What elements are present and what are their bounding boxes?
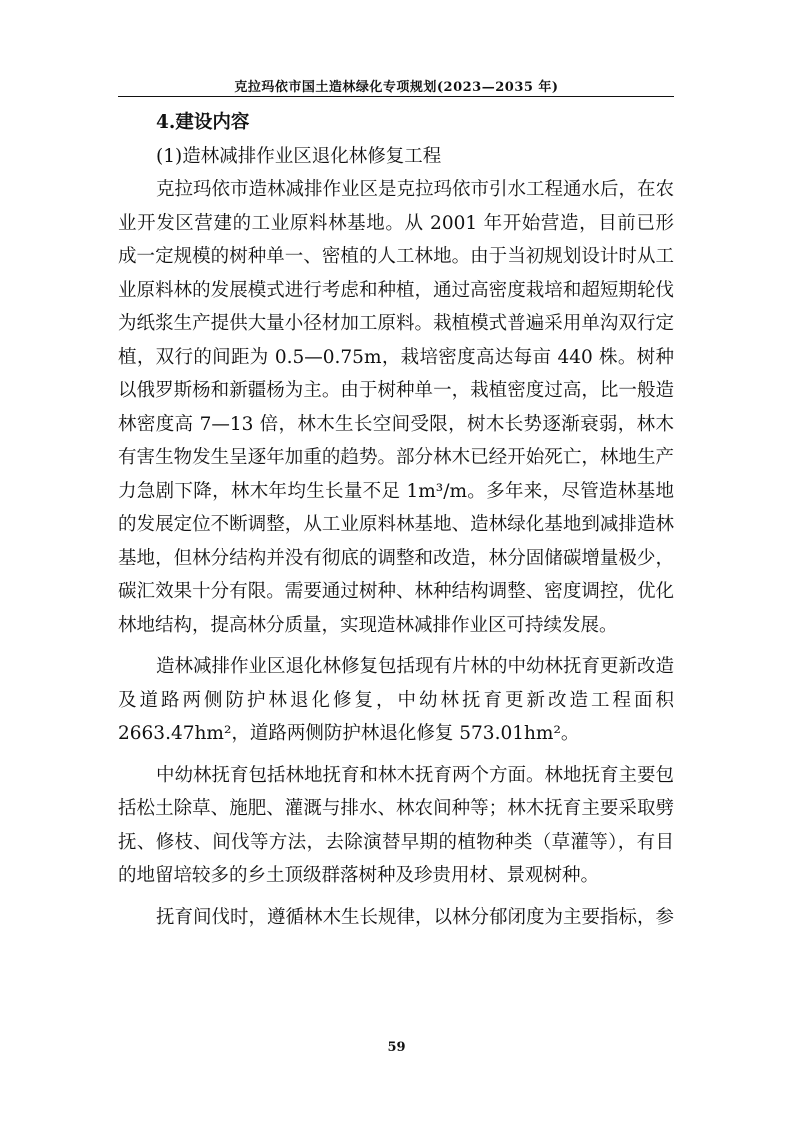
page-number: 59 — [387, 1040, 406, 1055]
running-header-title: 克拉玛依市国土造林绿化专项规划(2023—2035 年) — [234, 80, 559, 95]
section-heading: 4.建设内容 — [156, 112, 250, 133]
header-divider — [118, 96, 674, 97]
body-paragraph: 造林减排作业区退化林修复包括现有片林的中幼林抚育更新改造及道路两侧防护林退化修复，中幼林抚育更新改造工程面积 2663.47hm²，道路两侧防护林退化修复 573.01hm²。 — [118, 656, 675, 744]
body-paragraph: 抚育间伐时，遵循林木生长规律，以林分郁闭度为主要指标，参 — [156, 906, 675, 928]
body-paragraph: 中幼林抚育包括林地抚育和林木抚育两个方面。林地抚育主要包括松土除草、施肥、灌溉与排水、林农间种等；林木抚育主要采取劈抚、修枝、间伐等方法，去除演替早期的植物种类（草灌等），有目的地留培较多的乡土顶级群落树种及珍贵用材、景观树种。 — [118, 764, 675, 886]
body-paragraph: 克拉玛依市造林减排作业区是克拉玛依市引水工程通水后，在农业开发区营建的工业原料林基地。从 2001 年开始营造，目前已形成一定规模的树种单一、密植的人工林地。由于当初规划设计时从工业原料林的发展模式进行考虑和种植，通过高密度栽培和超短期轮伐为纸浆生产提供大量小径材加工原料。栽植模式普遍采用单沟双行定植，双行的间距为 0.5—0.75m，栽培密度高达每亩 440 株。树种以俄罗斯杨和新疆杨为主。由于树种单一，栽植密度过高，比一般造林密度高 7—13 倍，林木生长空间受限，树木长势逐渐衰弱，林木有害生物发生呈逐年加重的趋势。部分林木已经开始死亡，林地生产力急剧下降，林木年均生长量不足 1m³/m。多年来，尽管造林基地的发展定位不断调整，从工业原料林基地、造林绿化基地到减排造林基地，但林分结构并没有彻底的调整和改造，林分固储碳增量极少，碳汇效果十分有限。需要通过树种、林种结构调整、密度调控，优化林地结构，提高林分质量，实现造林减排作业区可持续发展。 — [118, 179, 675, 636]
subsection-heading: (1)造林减排作业区退化林修复工程 — [156, 145, 442, 167]
page-body — [118, 106, 674, 934]
